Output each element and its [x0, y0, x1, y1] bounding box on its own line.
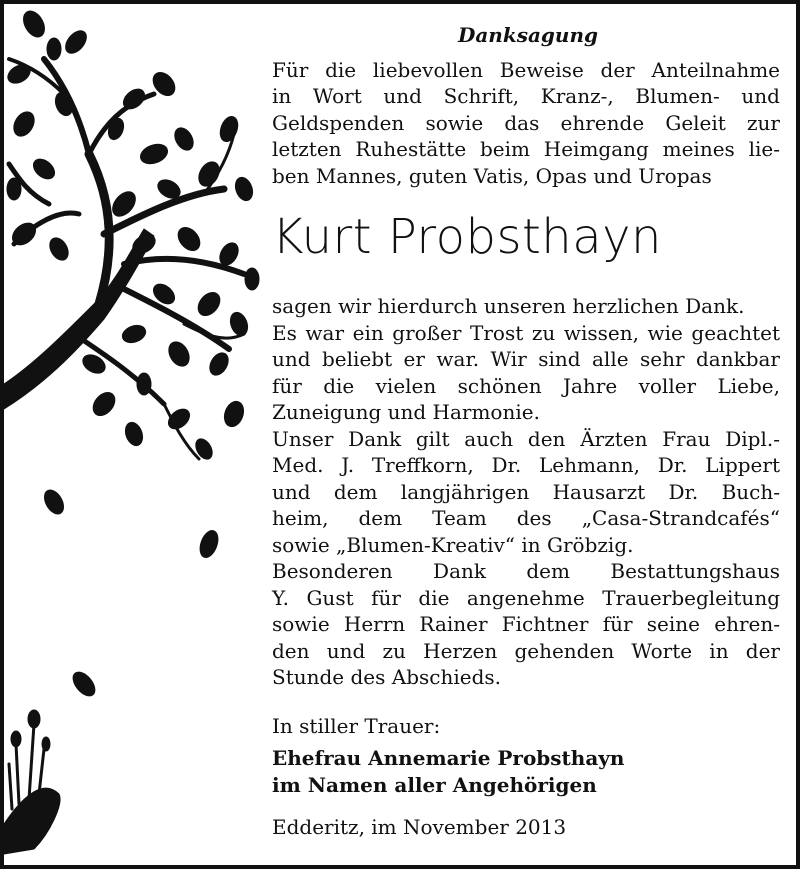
body-line: Zuneigung und Harmonie.	[272, 400, 540, 424]
intro-line: in Wort und Schrift, Kranz-, Blumen- und	[272, 84, 780, 108]
signer-line: im Namen aller Angehörigen	[272, 772, 597, 797]
tree-silhouette-illustration	[4, 4, 264, 865]
intro-paragraph	[272, 57, 780, 190]
signers-block	[272, 745, 780, 798]
doctors-paragraph	[272, 426, 780, 559]
body-line: heim, dem Team des „Casa-Strandcafés“	[272, 506, 780, 530]
body-line: Es war ein großer Trost zu wissen, wie geachtet	[272, 320, 780, 345]
mourning-line: In stiller Trauer:	[272, 713, 441, 738]
body-line: sowie Herrn Rainer Fichtner für seine ehren-	[272, 612, 780, 636]
body-line: für die vielen schönen Jahre voller Liebe,	[272, 373, 780, 398]
body-line: Stunde des Abschieds.	[272, 665, 502, 689]
signer-line: Ehefrau Annemarie Probsthayn	[272, 746, 625, 770]
thanks-line: sagen wir hierdurch unseren herzlichen Dank.	[272, 294, 745, 318]
undertaker-paragraph	[272, 558, 780, 691]
deceased-name: Kurt Probsthayn	[272, 209, 662, 265]
thanks-paragraph	[272, 293, 780, 426]
intro-line: ben Mannes, guten Vatis, Opas und Uropas	[272, 163, 712, 188]
body-line: sowie „Blumen-Kreativ“ in Gröbzig.	[272, 532, 634, 557]
body-line: Besonderen Dank dem Bestattungshaus	[272, 559, 780, 583]
intro-line: Geldspenden sowie das ehrende Geleit zur	[272, 110, 780, 135]
body-line: Unser Dank gilt auch den Ärzten Frau Dipl.-	[272, 426, 780, 451]
body-line: und dem langjährigen Hausarzt Dr. Buch-	[272, 479, 780, 504]
place-date: Edderitz, im November 2013	[272, 815, 567, 839]
body-line: Y. Gust für die angenehme Trauerbegleitung	[272, 585, 780, 610]
notice-text-block	[272, 22, 780, 841]
body-line: Med. J. Treffkorn, Dr. Lehmann, Dr. Lippert	[272, 453, 780, 477]
body-line: den und zu Herzen gehenden Worte in der	[272, 638, 780, 663]
notice-heading: Danksagung	[458, 23, 598, 47]
body-line: und beliebt er war. Wir sind alle sehr dankbar	[272, 347, 780, 371]
intro-line: letzten Ruhestätte beim Heimgang meines lie-	[272, 137, 780, 161]
intro-line: Für die liebevollen Beweise der Anteilnahme	[272, 57, 780, 82]
